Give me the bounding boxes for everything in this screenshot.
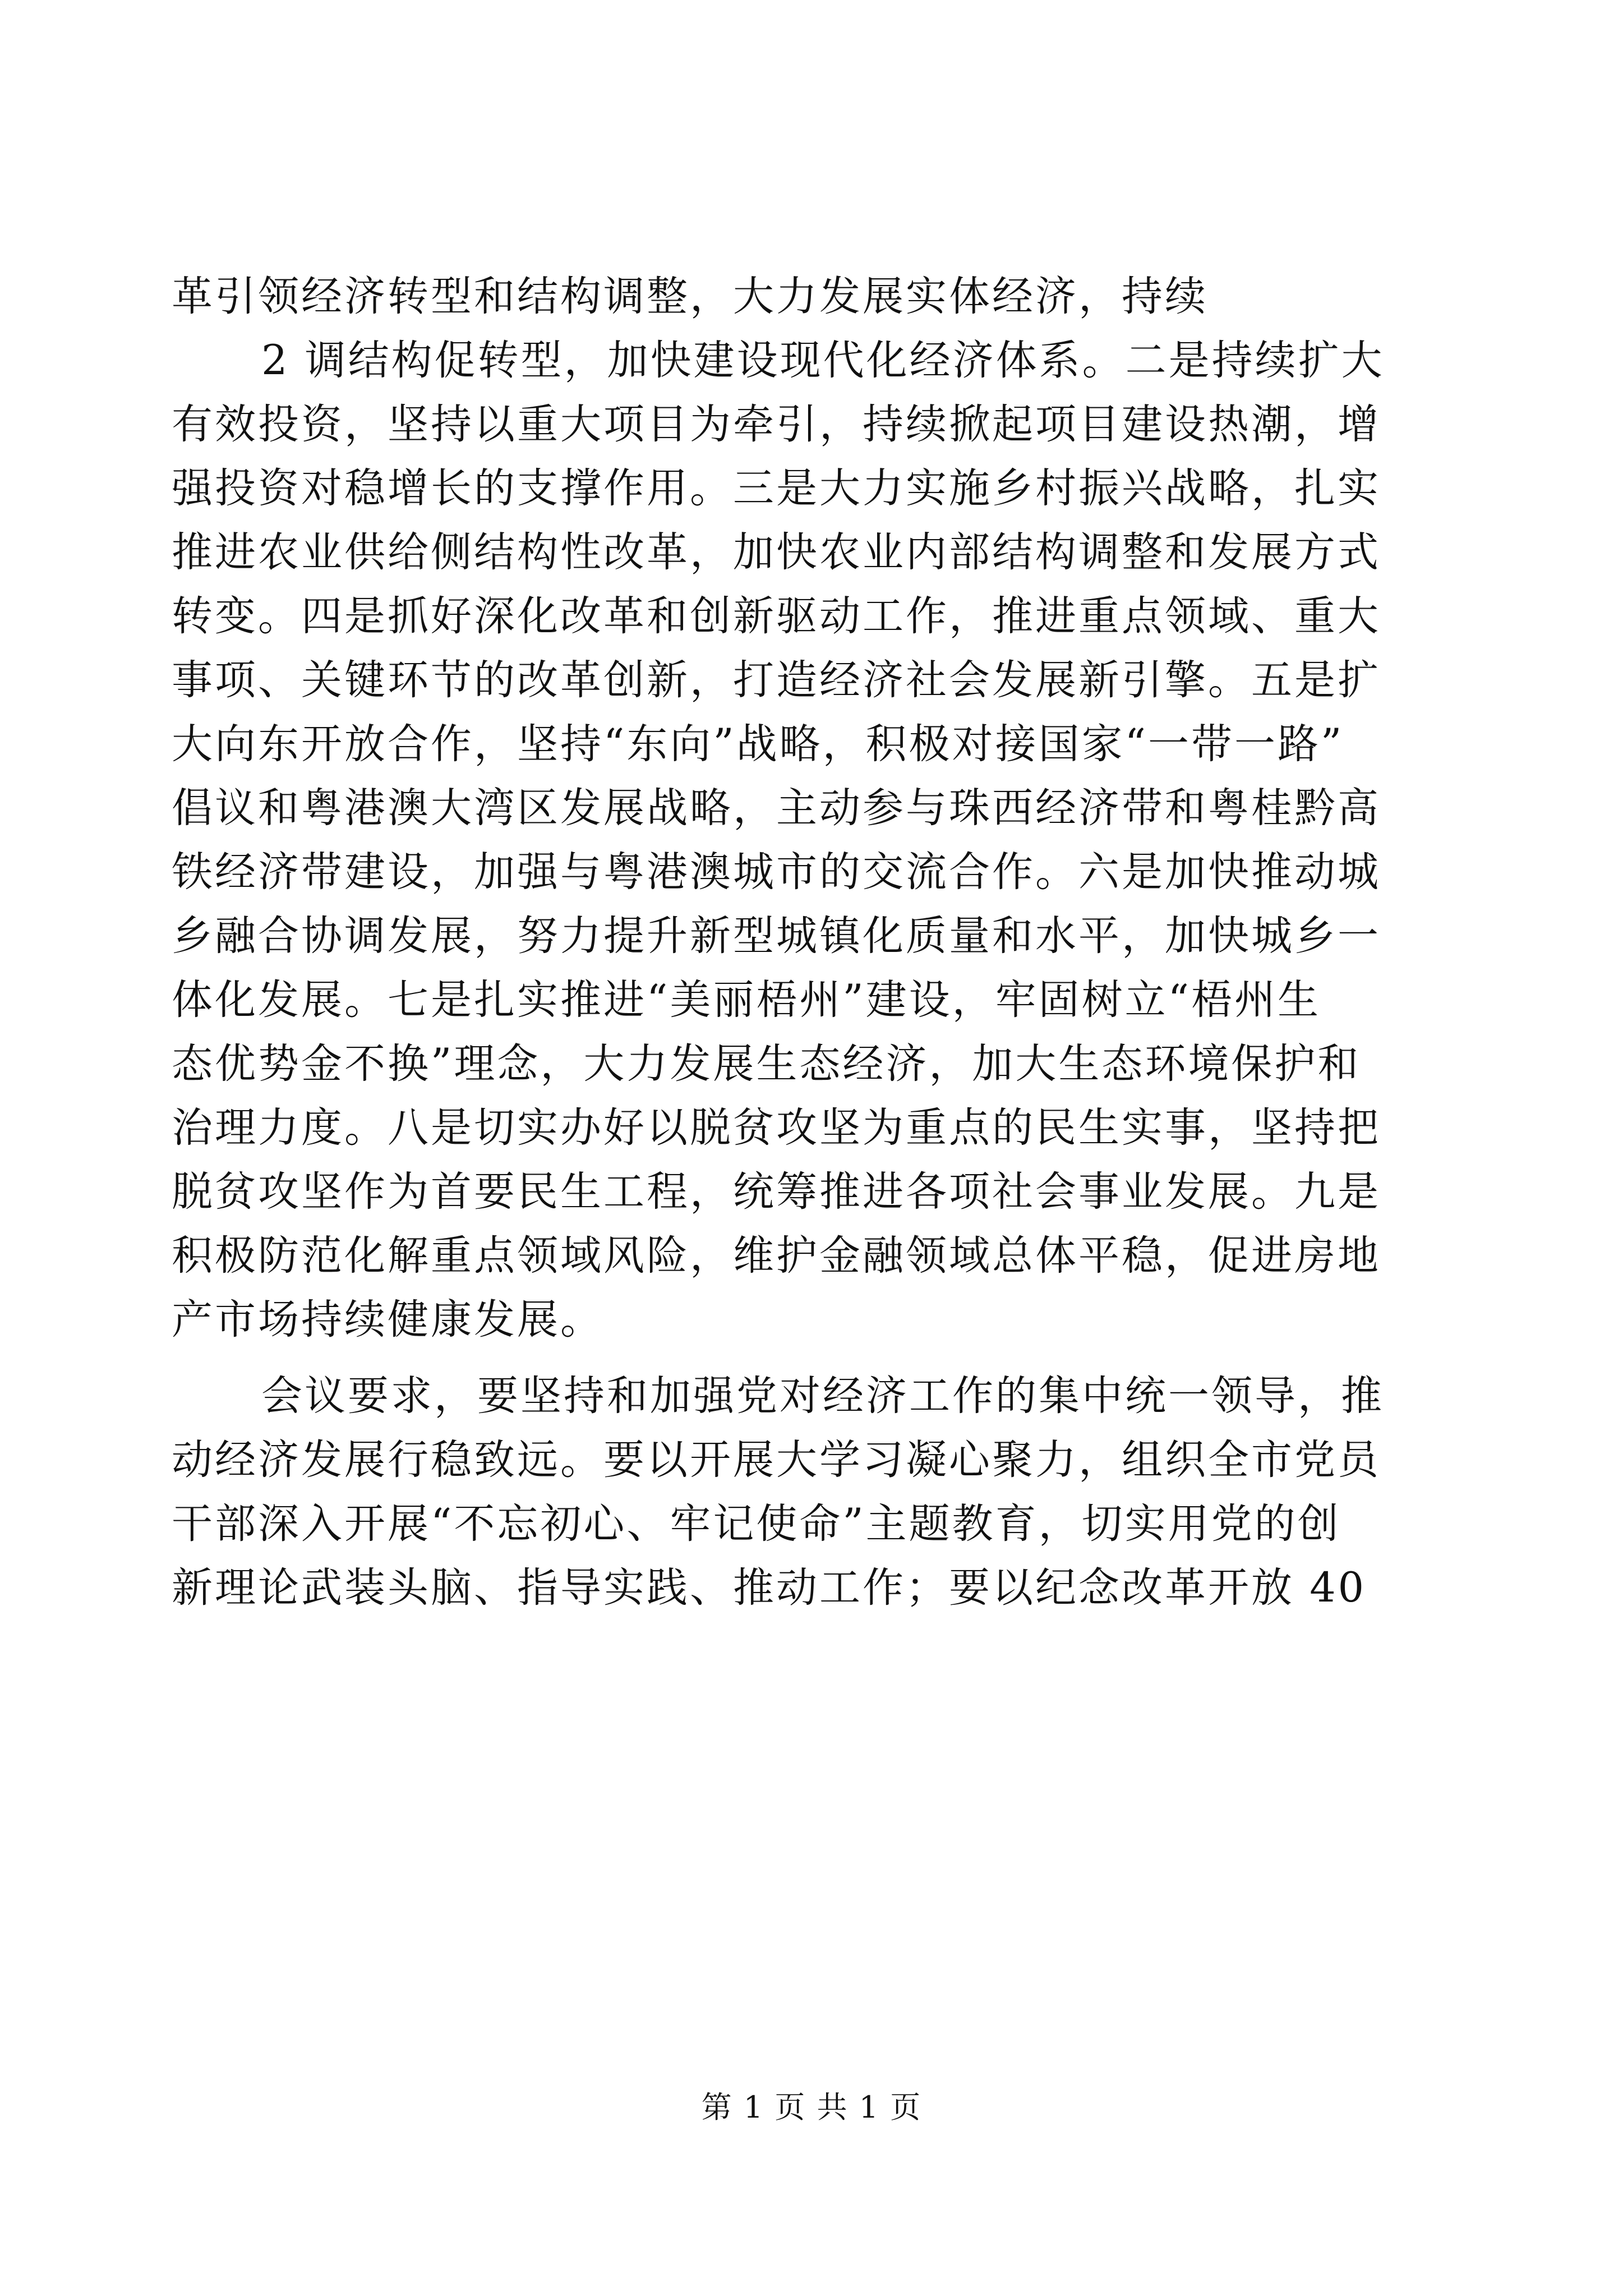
document-body [172,265,1428,1620]
text-line: 体化发展。七是扎实推进“美丽梧州”建设，牢固树立“梧州生 [172,976,1321,1024]
text-line: 推进农业供给侧结构性改革，加快农业内部结构调整和发展方式 [172,528,1381,576]
text-line: 产市场持续健康发展。 [172,1296,603,1343]
text-line: 态优势金不换”理念，大力发展生态经济，加大生态环境保护和 [172,1040,1361,1088]
text-line: 有效投资，坚持以重大项目为牵引，持续掀起项目建设热潮，增 [172,401,1381,448]
text-line: 铁经济带建设，加强与粤港澳城市的交流合作。六是加快推动城 [172,848,1381,896]
page-footer: 第 1 页 共 1 页 [701,2090,922,2125]
text-line: 动经济发展行稳致远。要以开展大学习凝心聚力，组织全市党员 [172,1436,1381,1484]
text-line: 倡议和粤港澳大湾区发展战略，主动参与珠西经济带和粤桂黔高 [172,784,1381,832]
text-line: 治理力度。八是切实办好以脱贫攻坚为重点的民生实事，坚持把 [172,1104,1381,1152]
text-line: 新理论武装头脑、指导实践、推动工作；要以纪念改革开放 40 [172,1564,1367,1612]
text-line: 革引领经济转型和结构调整，大力发展实体经济，持续 [172,273,1208,320]
text-line: 强投资对稳增长的支撑作用。三是大力实施乡村振兴战略，扎实 [172,464,1381,512]
text-line: 2 调结构促转型，加快建设现代化经济体系。二是持续扩大 [261,337,1385,384]
text-line: 大向东开放合作，坚持“东向”战略，积极对接国家“一带一路” [172,720,1344,768]
text-line: 干部深入开展“不忘初心、牢记使命”主题教育，切实用党的创 [172,1500,1341,1548]
text-line: 转变。四是抓好深化改革和创新驱动工作，推进重点领域、重大 [172,592,1381,640]
text-line: 脱贫攻坚作为首要民生工程，统筹推进各项社会事业发展。九是 [172,1168,1381,1216]
text-line: 会议要求，要坚持和加强党对经济工作的集中统一领导，推 [261,1372,1384,1420]
text-line: 积极防范化解重点领域风险，维护金融领域总体平稳，促进房地 [172,1232,1381,1280]
text-line: 乡融合协调发展，努力提升新型城镇化质量和水平，加快城乡一 [172,912,1381,960]
text-line: 事项、关键环节的改革创新，打造经济社会发展新引擎。五是扩 [172,656,1381,704]
